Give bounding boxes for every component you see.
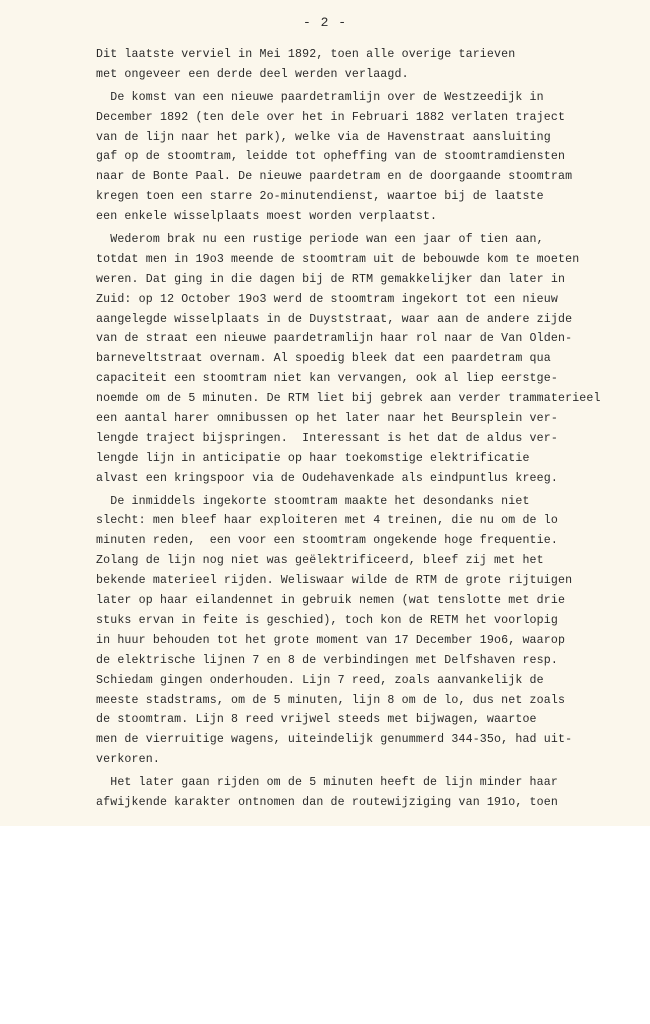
text-line: weren. Dat ging in die dagen bij de RTM gemakkelijker dan later in <box>96 272 566 286</box>
text-line: Zuid: op 12 October 19o3 werd de stoomtram ingekort tot een nieuw <box>96 292 558 306</box>
text-line: noemde om de 5 minuten. De RTM liet bij gebrek aan verder trammaterieel <box>96 392 601 406</box>
paragraph <box>96 492 650 770</box>
text-line: Dit laatste verviel in Mei 1892, toen alle overige tarieven <box>96 48 516 61</box>
text-line: gaf op de stoomtram, leidde tot opheffing van de stoomtramdiensten <box>96 150 566 164</box>
text-line: met ongeveer een derde deel werden verlaagd. <box>96 67 409 81</box>
text-line: van de lijn naar het park), welke via de Havenstraat aansluiting <box>96 130 551 144</box>
text-line: barneveltstraat overnam. Al spoedig bleek dat een paardetram qua <box>96 352 551 366</box>
paragraph <box>96 230 650 489</box>
text-line: een enkele wisselplaats moest worden verplaatst. <box>96 210 438 224</box>
text-line: Het later gaan rijden om de 5 minuten heeft de lijn minder haar <box>96 776 558 790</box>
text-line: Zolang de lijn nog niet was geëlektrificeerd, bleef zij met het <box>96 554 544 568</box>
text-line: een aantal harer omnibussen op het later naar het Beursplein ver- <box>96 412 558 426</box>
text-line: kregen toen een starre 2o-minutendienst, waartoe bij de laatste <box>96 190 544 204</box>
text-line: de elektrische lijnen 7 en 8 de verbindingen met Delfshaven resp. <box>96 653 558 667</box>
text-line: lengde traject bijspringen. Interessant is het dat de aldus ver- <box>96 431 558 445</box>
text-line: stuks ervan in feite is geschied), toch kon de RETM het voorlopig <box>96 613 558 627</box>
text-line: lengde lijn in anticipatie op haar toekomstige elektrificatie <box>96 451 530 465</box>
paragraph <box>96 773 650 813</box>
blank-area <box>0 826 650 1024</box>
text-line: aangelegde wisselplaats in de Duyststraat, waar aan de andere zijde <box>96 312 573 326</box>
text-line: bekende materieel rijden. Weliswaar wilde de RTM de grote rijtuigen <box>96 574 573 588</box>
text-line: naar de Bonte Paal. De nieuwe paardetram en de doorgaande stoomtram <box>96 170 573 184</box>
paragraph <box>96 88 650 227</box>
text-line: men de vierruitige wagens, uiteindelijk genummerd 344-35o, had uit- <box>96 733 573 747</box>
text-line: meeste stadstrams, om de 5 minuten, lijn 8 om de lo, dus net zoals <box>96 693 566 707</box>
text-line: De inmiddels ingekorte stoomtram maakte het desondanks niet <box>96 494 530 508</box>
text-line: de stoomtram. Lijn 8 reed vrijwel steeds met bijwagen, waartoe <box>96 713 537 727</box>
text-line: totdat men in 19o3 meende de stoomtram uit de bebouwde kom te moeten <box>96 252 580 266</box>
text-line: December 1892 (ten dele over het in Februari 1882 verlaten traject <box>96 110 566 124</box>
text-line: later op haar eilandennet in gebruik nemen (wat tenslotte met drie <box>96 594 566 608</box>
text-line: minuten reden, een voor een stoomtram ongekende hoge frequentie. <box>96 534 558 548</box>
text-line: in huur behouden tot het grote moment van 17 December 19o6, waarop <box>96 633 566 647</box>
text-line: verkoren. <box>96 753 160 767</box>
text-line: Wederom brak nu een rustige periode wan een jaar of tien aan, <box>96 233 544 247</box>
page-number: - 2 - <box>302 15 347 30</box>
text-line: capaciteit een stoomtram niet kan vervangen, ook al liep eerstge- <box>96 372 558 386</box>
text-line: afwijkende karakter ontnomen dan de routewijziging van 191o, toen <box>96 795 558 809</box>
text-line: van de straat een nieuwe paardetramlijn haar rol naar de Van Olden- <box>96 332 573 346</box>
body-text <box>96 45 650 813</box>
text-line: slecht: men bleef haar exploiteren met 4 treinen, die nu om de lo <box>96 514 558 528</box>
text-line: alvast een kringspoor via de Oudehavenkade als eindpuntlus kreeg. <box>96 471 558 485</box>
paragraph <box>96 45 650 85</box>
text-line: Schiedam gingen onderhouden. Lijn 7 reed, zoals aanvankelijk de <box>96 673 544 687</box>
text-line: De komst van een nieuwe paardetramlijn over de Westzeedijk in <box>96 90 544 104</box>
